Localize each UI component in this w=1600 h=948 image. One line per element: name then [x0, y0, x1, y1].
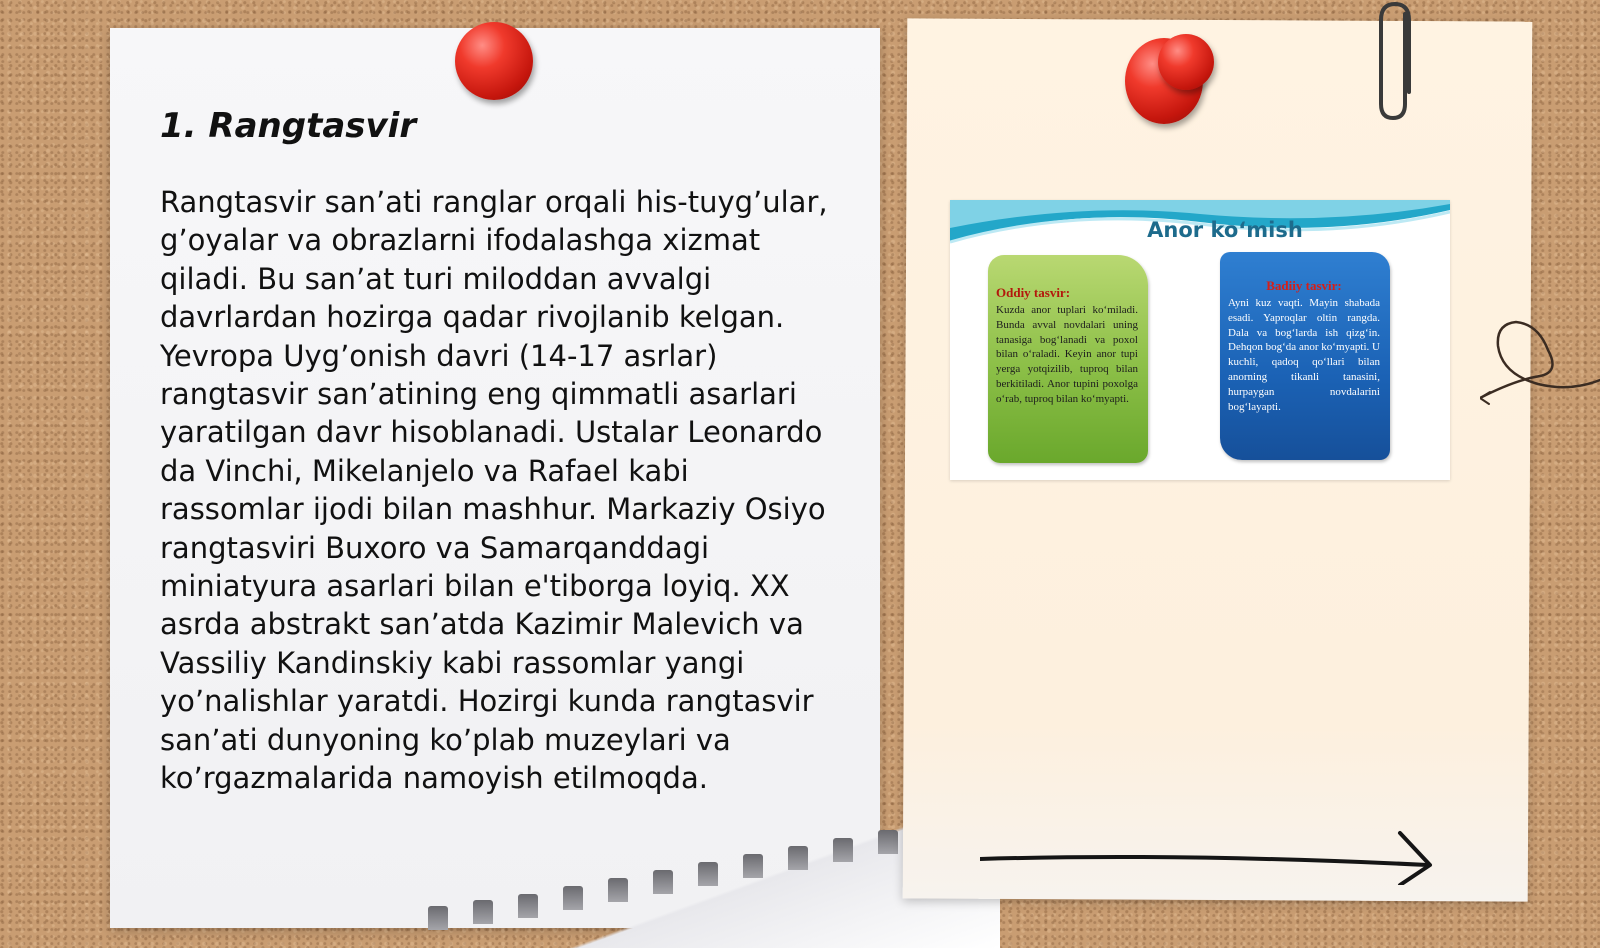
notebook-tab	[608, 878, 628, 902]
scroll-text: Kuzda anor tuplari ko‘miladi. Bunda avval novdalari uning tanasiga bog‘lanadi va poxol bilan o‘raladi. Keyin anor tupi yerga yotqizilib, tuproq bilan berkitiladi. Anor tupini poxolga o‘rab, tuproq bilan ko‘myapti.	[996, 304, 1138, 405]
notebook-tab	[833, 838, 853, 862]
arrow-right-icon[interactable]	[980, 825, 1450, 885]
anor-komish-image-card	[950, 200, 1450, 480]
notebook-tab	[878, 830, 898, 854]
string-loop-decoration	[1480, 310, 1600, 405]
notebook-tab	[698, 862, 718, 886]
notebook-tab	[428, 906, 448, 930]
left-note-card	[110, 28, 880, 928]
slide-heading: 1. Rangtasvir	[160, 106, 417, 146]
notebook-tab	[653, 870, 673, 894]
card-title: Anor ko‘mish	[1147, 218, 1303, 242]
paper-clip-icon	[1375, 0, 1425, 125]
slide-body-text: Rangtasvir san’ati ranglar orqali his-tuyg’ular, g’oyalar va obrazlarni ifodalashga xizmat qiladi. Bu san’at turi miloddan avvalgi davrlardan hozirga qadar rivojlanib kelgan. Yevropa Uyg’onish davri (14-17 asrlar) rangtasvir san’atining eng qimmatli asarlari yaratilgan davr hisoblanadi. Ustalar Leonardo da Vinchi, Mikelanjelo va Rafael kabi rassomlar ijodi bilan mashhur. Markaziy Osiyo rangtasviri Buxoro va Samarqanddagi miniatyura asarlari bilan e'tiborga loyiq. XX asrda abstrakt san’atda Kazimir Malevich va Vassiliy Kandinskiy kabi rassomlar yangi yo’nalishlar yaratdi. Hozirgi kunda rangtasvir san’ati dunyoning ko’plab muzeylari va ko’rgazmalarida namoyish etilmoqda.	[160, 185, 828, 796]
notebook-tab	[518, 894, 538, 918]
ordinary-description-scroll	[988, 255, 1148, 463]
artistic-description-scroll	[1220, 252, 1390, 460]
push-pin-icon	[455, 22, 533, 100]
scroll-heading: Badiiy tasvir:	[1266, 278, 1342, 293]
notebook-tab	[473, 900, 493, 924]
notebook-tab	[743, 854, 763, 878]
push-pin-icon	[1158, 34, 1214, 90]
notebook-tab	[563, 886, 583, 910]
scroll-text: Ayni kuz vaqti. Mayin shabada esadi. Yaproqlar oltin rangda. Dala va bog‘larda ish qizg‘in. Dehqon bog‘da anor ko‘myapti. U kuchli, qadoq qo‘llari bilan anorning tikanli tanasini, hurpaygan novdalarini bog‘layapti.	[1228, 297, 1380, 413]
notebook-tab	[788, 846, 808, 870]
scroll-heading: Oddiy tasvir:	[996, 285, 1071, 300]
